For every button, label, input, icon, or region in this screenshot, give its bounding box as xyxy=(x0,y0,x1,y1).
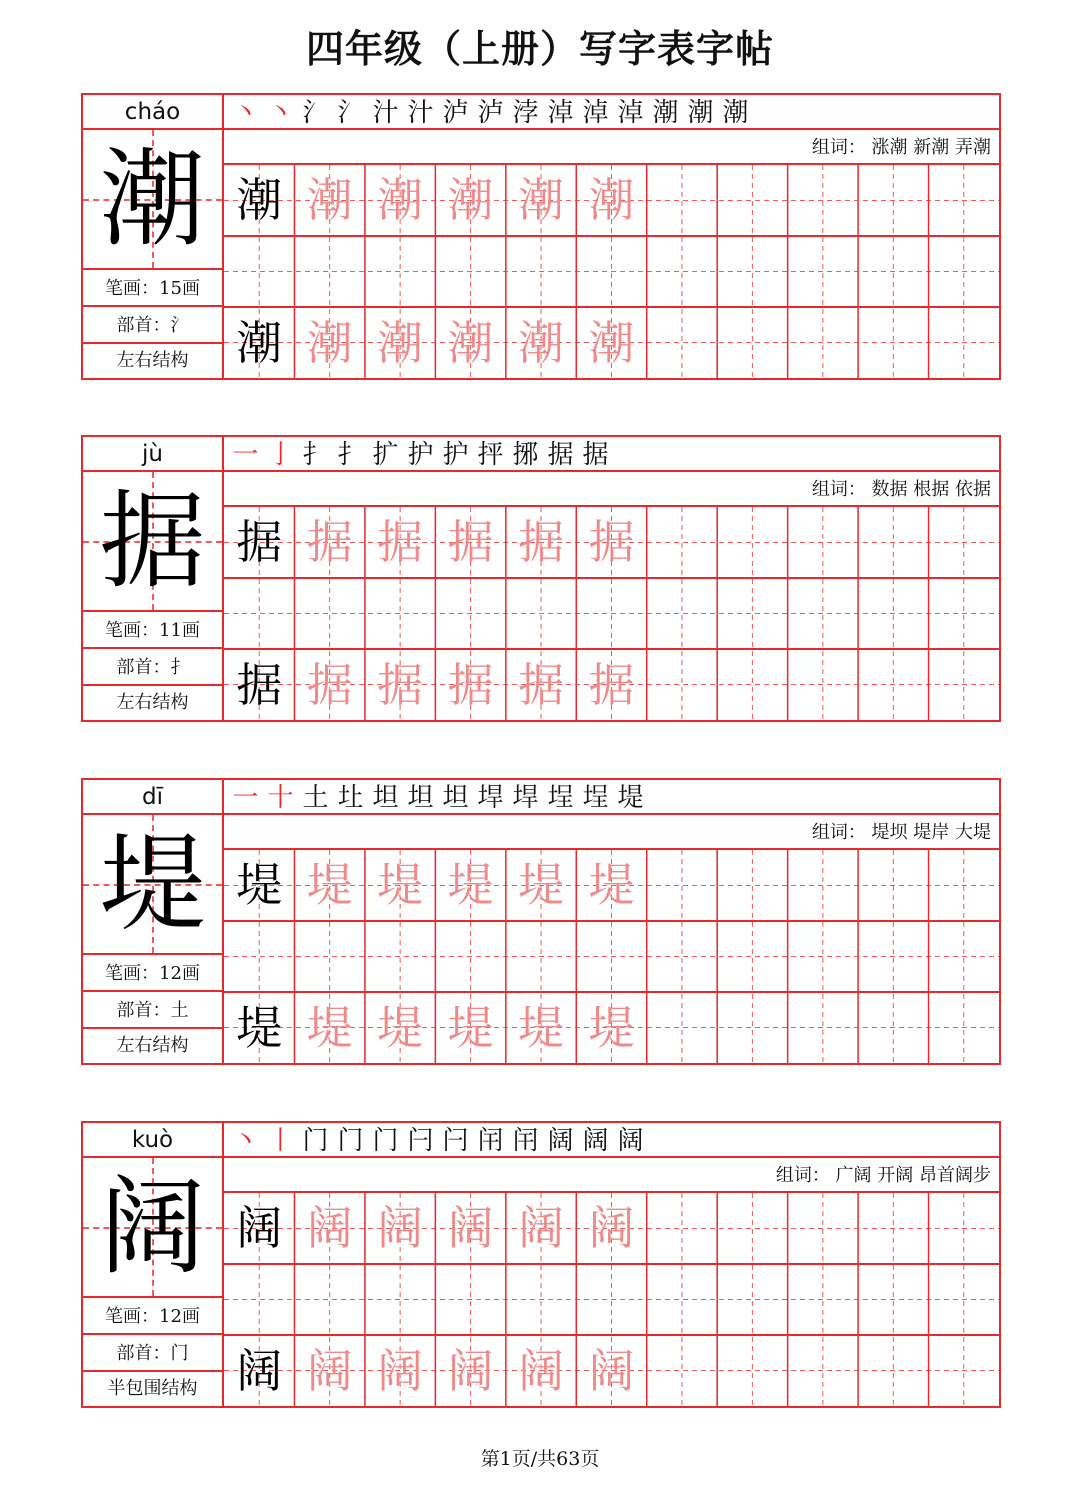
model-character: 据 xyxy=(236,658,283,712)
model-character: 潮 xyxy=(236,173,283,227)
stroke-step: 闬 xyxy=(512,1126,539,1156)
structure-label: 左右结构 xyxy=(116,692,189,713)
trace-character: 据 xyxy=(518,515,565,569)
stroke-step: 闩 xyxy=(407,1126,434,1156)
trace-character: 堤 xyxy=(306,1001,353,1055)
stroke-step: 垾 xyxy=(477,783,504,813)
stroke-step: 埕 xyxy=(547,783,574,813)
trace-character: 潮 xyxy=(306,316,353,370)
trace-character: 阔 xyxy=(588,1201,635,1255)
trace-character: 潮 xyxy=(306,173,353,227)
page-title: 四年级（上册）写字表字帖 xyxy=(305,27,774,71)
stroke-step: 丶 xyxy=(232,98,259,128)
trace-character: 据 xyxy=(306,658,353,712)
large-character: 据 xyxy=(99,480,206,603)
stroke-step: 门 xyxy=(372,1126,399,1156)
practice-row xyxy=(224,650,999,721)
stroke-step: 扌 xyxy=(337,440,364,470)
stroke-step: 十 xyxy=(267,783,294,813)
stroke-step: 门 xyxy=(337,1126,364,1156)
stroke-step: 堤 xyxy=(617,783,644,813)
trace-character: 堤 xyxy=(447,858,494,912)
model-character: 阔 xyxy=(236,1344,283,1398)
trace-character: 堤 xyxy=(518,858,565,912)
stroke-step: 潮 xyxy=(722,98,749,128)
trace-character: 据 xyxy=(518,658,565,712)
practice-row xyxy=(224,850,999,921)
stroke-count-label: 笔画：12画 xyxy=(83,1298,222,1335)
stroke-step: 亅 xyxy=(267,440,294,470)
radical-label: 部首：扌 xyxy=(83,649,222,686)
trace-character: 据 xyxy=(377,658,424,712)
stroke-step: 闬 xyxy=(477,1126,504,1156)
trace-character: 阔 xyxy=(447,1201,494,1255)
stroke-step: 坦 xyxy=(442,783,469,813)
character-block xyxy=(81,435,1001,722)
trace-character: 堤 xyxy=(377,858,424,912)
stroke-order-row xyxy=(224,95,999,130)
stroke-step: 土 xyxy=(302,783,329,813)
word-examples: 组词： 数据 根据 依据 xyxy=(224,472,999,507)
pinyin-label: dī xyxy=(83,780,222,815)
stroke-step: 汁 xyxy=(372,98,399,128)
trace-character: 堤 xyxy=(447,1001,494,1055)
stroke-step: 淖 xyxy=(617,98,644,128)
trace-character: 阔 xyxy=(518,1344,565,1398)
trace-character: 堤 xyxy=(306,858,353,912)
stroke-step: 坦 xyxy=(372,783,399,813)
trace-character: 据 xyxy=(377,515,424,569)
trace-character: 据 xyxy=(447,515,494,569)
trace-character: 潮 xyxy=(518,316,565,370)
stroke-step: 扌 xyxy=(302,440,329,470)
stroke-step: 护 xyxy=(407,440,434,470)
character-block xyxy=(81,778,1001,1065)
large-character-cell xyxy=(83,130,222,270)
stroke-step: 丨 xyxy=(267,1126,294,1156)
stroke-order-row xyxy=(224,780,999,815)
trace-character: 据 xyxy=(306,515,353,569)
practice-row xyxy=(224,507,999,578)
word-examples: 组词： 堤坝 堤岸 大堤 xyxy=(224,815,999,850)
practice-row xyxy=(224,165,999,236)
trace-character: 据 xyxy=(588,515,635,569)
stroke-step: 据 xyxy=(582,440,609,470)
stroke-count-label: 笔画：11画 xyxy=(83,612,222,649)
trace-character: 堤 xyxy=(518,1001,565,1055)
structure-label: 左右结构 xyxy=(116,1035,189,1056)
model-character: 据 xyxy=(236,515,283,569)
trace-character: 潮 xyxy=(447,316,494,370)
page-footer: 第1页/共63页 xyxy=(480,1448,600,1470)
stroke-step: 垾 xyxy=(512,783,539,813)
trace-character: 阔 xyxy=(377,1344,424,1398)
trace-character: 堤 xyxy=(588,858,635,912)
stroke-count-label: 笔画：12画 xyxy=(83,955,222,992)
practice-row xyxy=(224,308,999,379)
stroke-step: 圵 xyxy=(337,783,364,813)
stroke-step: 闩 xyxy=(442,1126,469,1156)
stroke-order-row xyxy=(224,437,999,472)
model-character: 堤 xyxy=(236,858,283,912)
stroke-count-label: 笔画：15画 xyxy=(83,270,222,307)
stroke-step: 阔 xyxy=(547,1126,574,1156)
character-block xyxy=(81,93,1001,380)
radical-label: 部首：门 xyxy=(83,1335,222,1372)
stroke-step: 一 xyxy=(232,440,259,470)
word-examples: 组词： 广阔 开阔 昂首阔步 xyxy=(224,1158,999,1193)
practice-row xyxy=(224,1336,999,1407)
stroke-step: 浡 xyxy=(512,98,539,128)
trace-character: 阔 xyxy=(377,1201,424,1255)
trace-character: 阔 xyxy=(306,1201,353,1255)
stroke-step: 丶 xyxy=(232,1126,259,1156)
stroke-step: 抨 xyxy=(477,440,504,470)
character-info-column xyxy=(83,780,224,1063)
radical-label: 部首：土 xyxy=(83,992,222,1029)
stroke-step: 泸 xyxy=(442,98,469,128)
large-character: 堤 xyxy=(99,823,206,946)
radical-label: 部首：氵 xyxy=(83,307,222,344)
trace-character: 潮 xyxy=(588,173,635,227)
trace-character: 阔 xyxy=(306,1344,353,1398)
stroke-step: 一 xyxy=(232,783,259,813)
stroke-step: 潮 xyxy=(652,98,679,128)
stroke-order-row xyxy=(224,1123,999,1158)
model-character: 堤 xyxy=(236,1001,283,1055)
stroke-step: 潮 xyxy=(687,98,714,128)
stroke-step: 氵 xyxy=(337,98,364,128)
stroke-step: 据 xyxy=(547,440,574,470)
character-info-column xyxy=(83,95,224,378)
stroke-step: 淖 xyxy=(582,98,609,128)
character-info-column xyxy=(83,437,224,720)
pinyin-label: cháo xyxy=(83,95,222,130)
trace-character: 阔 xyxy=(518,1201,565,1255)
model-character: 阔 xyxy=(236,1201,283,1255)
stroke-step: 泸 xyxy=(477,98,504,128)
stroke-step: 阔 xyxy=(617,1126,644,1156)
practice-row xyxy=(224,993,999,1064)
model-character: 潮 xyxy=(236,316,283,370)
trace-character: 阔 xyxy=(588,1344,635,1398)
trace-character: 潮 xyxy=(588,316,635,370)
stroke-step: 捓 xyxy=(512,440,539,470)
trace-character: 潮 xyxy=(377,173,424,227)
character-block xyxy=(81,1121,1001,1408)
trace-character: 潮 xyxy=(518,173,565,227)
stroke-step: 埕 xyxy=(582,783,609,813)
trace-character: 潮 xyxy=(377,316,424,370)
large-character: 阔 xyxy=(99,1166,206,1289)
large-character-cell xyxy=(83,472,222,612)
practice-row xyxy=(224,1193,999,1264)
pinyin-label: jù xyxy=(83,437,222,472)
stroke-step: 护 xyxy=(442,440,469,470)
structure-label: 左右结构 xyxy=(116,350,189,371)
pinyin-label: kuò xyxy=(83,1123,222,1158)
structure-label: 半包围结构 xyxy=(107,1378,198,1399)
word-examples: 组词： 涨潮 新潮 弄潮 xyxy=(224,130,999,165)
trace-character: 堤 xyxy=(377,1001,424,1055)
trace-character: 潮 xyxy=(447,173,494,227)
trace-character: 堤 xyxy=(588,1001,635,1055)
large-character-cell xyxy=(83,1158,222,1298)
large-character-cell xyxy=(83,815,222,955)
large-character: 潮 xyxy=(99,138,206,261)
trace-character: 据 xyxy=(447,658,494,712)
stroke-step: 坦 xyxy=(407,783,434,813)
trace-character: 据 xyxy=(588,658,635,712)
stroke-step: 氵 xyxy=(302,98,329,128)
stroke-step: 门 xyxy=(302,1126,329,1156)
trace-character: 阔 xyxy=(447,1344,494,1398)
stroke-step: 阔 xyxy=(582,1126,609,1156)
stroke-step: 淖 xyxy=(547,98,574,128)
character-info-column xyxy=(83,1123,224,1406)
stroke-step: 丶 xyxy=(267,98,294,128)
stroke-step: 扩 xyxy=(372,440,399,470)
stroke-step: 汁 xyxy=(407,98,434,128)
